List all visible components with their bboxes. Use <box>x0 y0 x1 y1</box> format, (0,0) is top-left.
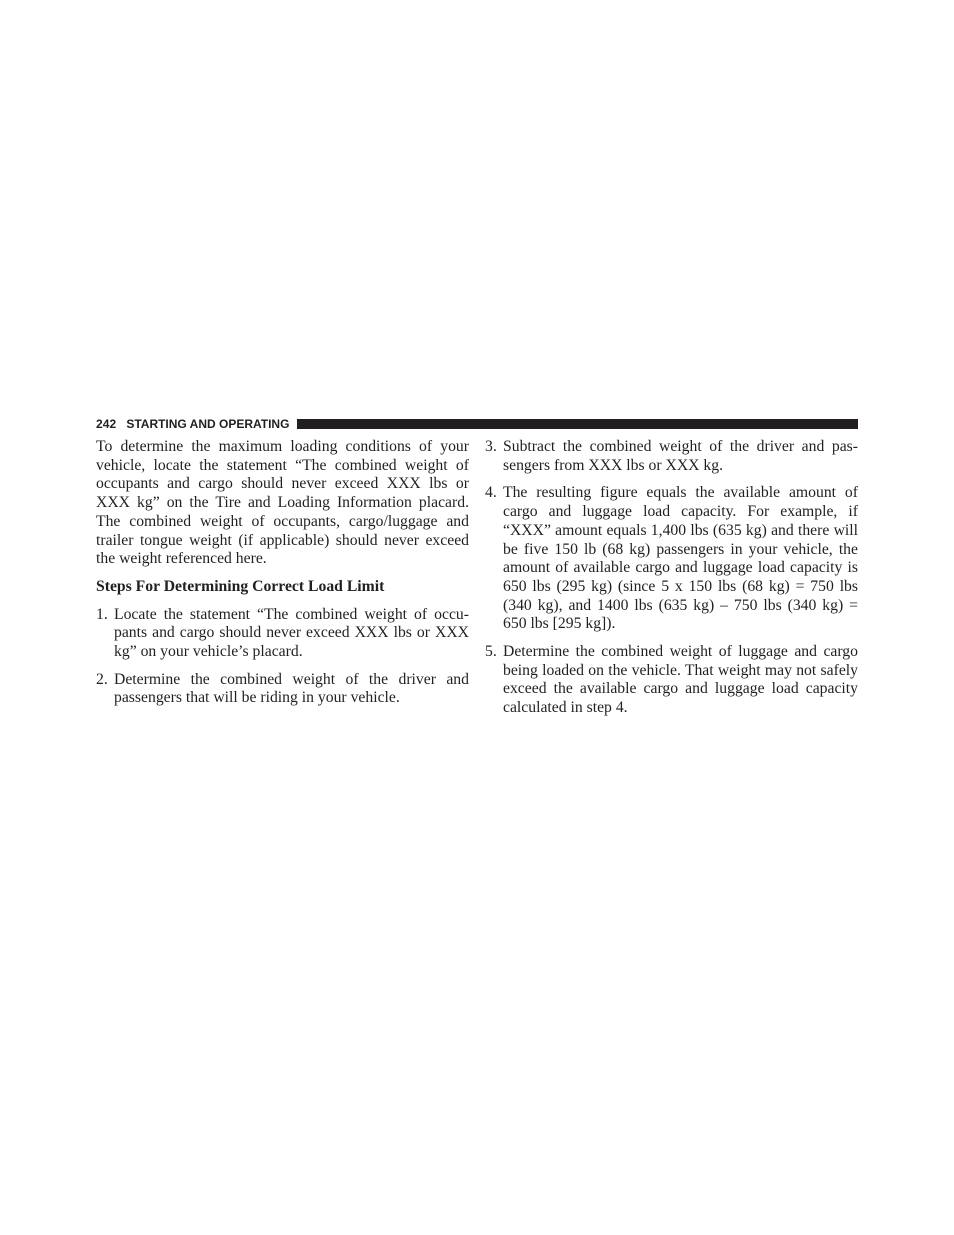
step-number: 5. <box>485 643 497 661</box>
header-rule <box>297 419 858 429</box>
step-number: 1. <box>96 605 108 623</box>
step-text: The resulting figure equals the available amount of cargo and luggage load capacity. For example, if “XXX” amount equals 1,400 lbs (635 kg) and there will be five 150 lb (68 kg) passengers in your vehicle, the amount of available cargo and luggage load capacity is 650 lbs (295 kg) (since 5 x 150 lbs (68 kg) = 750 lbs (340 kg), and 1400 lbs (635 kg) – 750 lbs (340 kg) = 650 lbs [295 kg]). <box>503 484 858 633</box>
step-item-2 <box>96 671 469 708</box>
step-text: Subtract the combined weight of the driver and pas-sengers from XXX lbs or XXX kg. <box>503 438 858 474</box>
intro-paragraph: To determine the maximum loading conditions of your vehicle, locate the statement “The combined weight of occupants and cargo should never exceed XXX lbs or XXX kg” on the Tire and Loading Information placard. The combined weight of occupants, cargo/luggage and trailer tongue weight (if applicable) should never exceed the weight referenced here. <box>96 438 469 568</box>
section-title: STARTING AND OPERATING <box>126 417 290 431</box>
left-column <box>96 438 469 717</box>
step-number: 3. <box>485 438 497 455</box>
page-number: 242 <box>96 417 117 431</box>
step-item-4 <box>485 484 858 634</box>
step-item-1 <box>96 606 469 662</box>
step-text: Determine the combined weight of luggage and cargo being loaded on the vehicle. That weight may not safely exceed the available cargo and luggage load capacity calculated in step 4. <box>503 643 858 717</box>
right-column <box>485 438 858 727</box>
step-text: Locate the statement “The combined weight of occu-pants and cargo should never exceed XXX lbs or XXX kg” on your vehicle’s placard. <box>114 605 469 661</box>
step-text: Determine the combined weight of the driver and passengers that will be riding in your vehicle. <box>114 670 469 707</box>
step-number: 2. <box>96 670 108 688</box>
step-item-3 <box>485 438 858 475</box>
step-number: 4. <box>485 484 497 502</box>
step-item-5 <box>485 643 858 718</box>
subheading: Steps For Determining Correct Load Limit <box>96 577 385 595</box>
page-header <box>96 417 858 431</box>
